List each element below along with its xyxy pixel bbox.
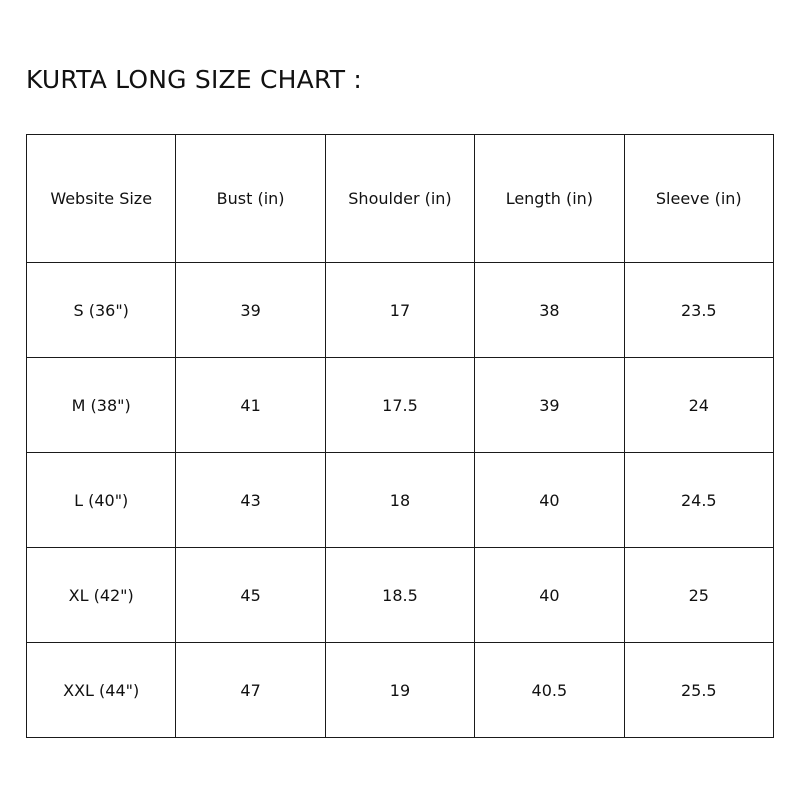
cell-shoulder: 17 — [325, 263, 474, 358]
table-row — [27, 548, 774, 643]
cell-shoulder: 19 — [325, 643, 474, 738]
cell-shoulder: 18 — [325, 453, 474, 548]
cell-website-size: S (36") — [27, 263, 176, 358]
cell-website-size: L (40") — [27, 453, 176, 548]
cell-length: 40 — [475, 548, 624, 643]
cell-sleeve: 23.5 — [624, 263, 773, 358]
cell-website-size: XXL (44") — [27, 643, 176, 738]
table-row — [27, 358, 774, 453]
cell-website-size: XL (42") — [27, 548, 176, 643]
header-sleeve: Sleeve (in) — [624, 135, 773, 263]
cell-bust: 43 — [176, 453, 325, 548]
cell-length: 39 — [475, 358, 624, 453]
size-chart-table — [26, 134, 774, 738]
header-shoulder: Shoulder (in) — [325, 135, 474, 263]
cell-sleeve: 25.5 — [624, 643, 773, 738]
header-website-size: Website Size — [27, 135, 176, 263]
header-bust: Bust (in) — [176, 135, 325, 263]
cell-website-size: M (38") — [27, 358, 176, 453]
table-row — [27, 263, 774, 358]
cell-bust: 47 — [176, 643, 325, 738]
cell-length: 40 — [475, 453, 624, 548]
table-row — [27, 453, 774, 548]
header-length: Length (in) — [475, 135, 624, 263]
cell-sleeve: 25 — [624, 548, 773, 643]
cell-bust: 41 — [176, 358, 325, 453]
cell-sleeve: 24.5 — [624, 453, 773, 548]
cell-length: 40.5 — [475, 643, 624, 738]
cell-length: 38 — [475, 263, 624, 358]
header-row — [27, 135, 774, 263]
cell-shoulder: 17.5 — [325, 358, 474, 453]
cell-bust: 45 — [176, 548, 325, 643]
cell-bust: 39 — [176, 263, 325, 358]
cell-sleeve: 24 — [624, 358, 773, 453]
table-row — [27, 643, 774, 738]
cell-shoulder: 18.5 — [325, 548, 474, 643]
page-title: KURTA LONG SIZE CHART : — [26, 65, 362, 94]
